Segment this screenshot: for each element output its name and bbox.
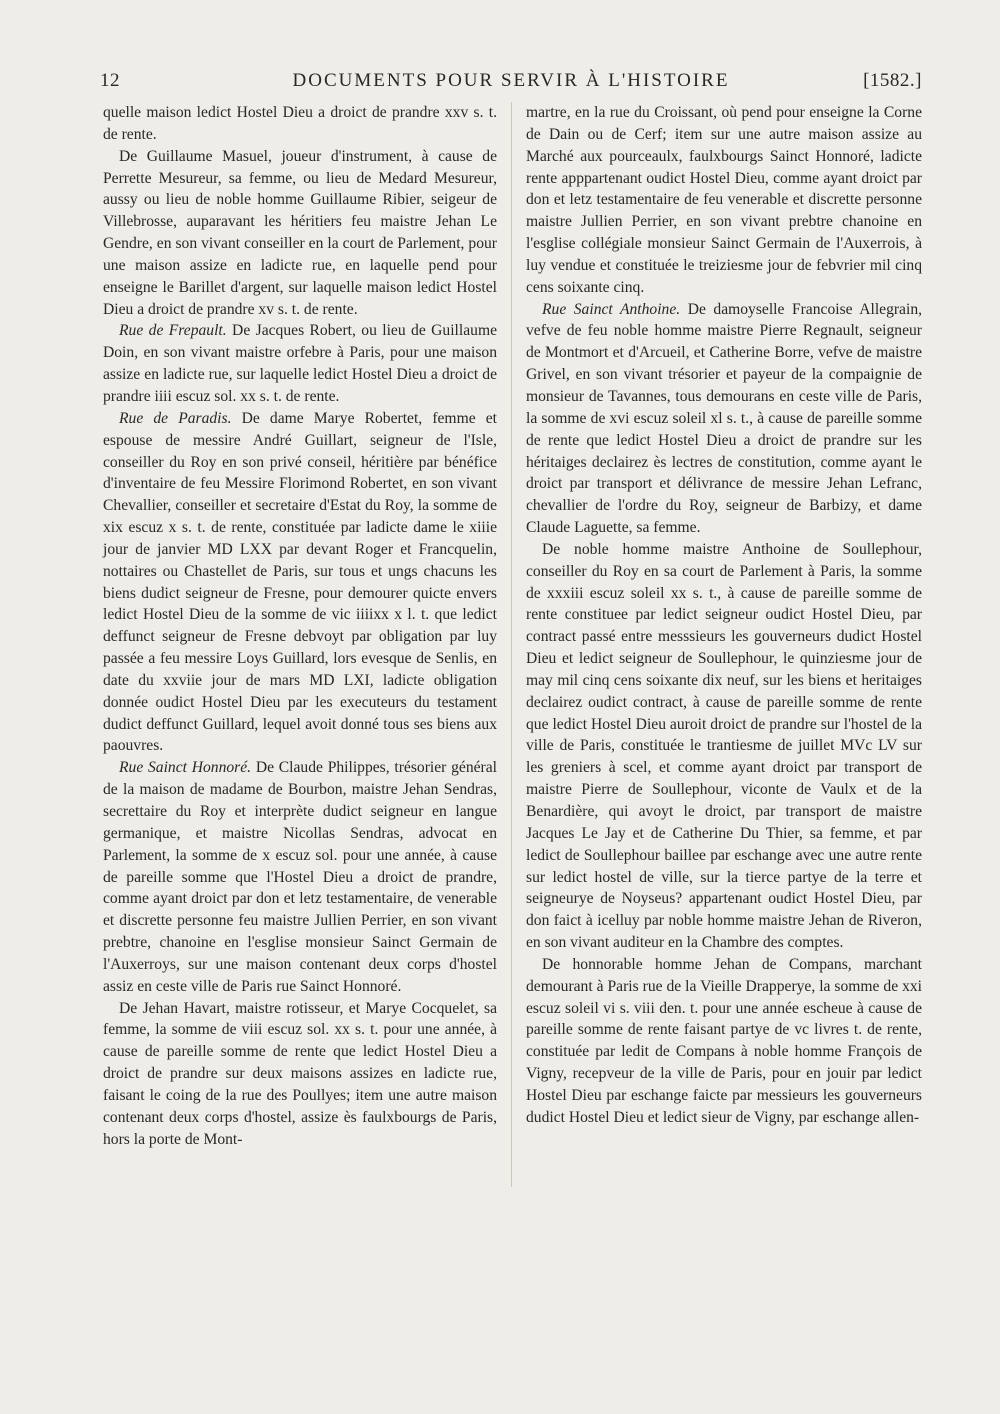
paragraph bbox=[103, 320, 497, 407]
paragraph bbox=[103, 998, 497, 1151]
paragraph bbox=[526, 539, 922, 954]
paragraph-text: De Guillaume Masuel, joueur d'instrument, à cause de Perrette Mesureur, sa femme, ou lieu de Medard Mesureur, aussy ou lieu de noble homme Guillaume Ribier, seigeur de Villebrosse, auparavant les héritiers feu maistre Jehan Le Gendre, en son vivant conseiller en la court de Parlement, pour une maison assize en ladicte rue, en laquelle pend pour enseigne le Barillet d'argent, sur laquelle maison ledict Hostel Dieu a droict de prandre xv s. t. de rente. bbox=[103, 147, 497, 318]
right-column bbox=[526, 102, 922, 1129]
paragraph bbox=[526, 954, 922, 1129]
paragraph bbox=[103, 408, 497, 758]
paragraph bbox=[103, 757, 497, 997]
paragraph bbox=[103, 102, 497, 146]
column-divider bbox=[511, 102, 512, 1187]
paragraph bbox=[526, 102, 922, 299]
page-number: 12 bbox=[100, 70, 120, 91]
paragraph-text: quelle maison ledict Hostel Dieu a droict de prandre xxv s. t. de rente. bbox=[103, 104, 497, 143]
paragraph bbox=[103, 146, 497, 321]
street-heading: Rue de Frepault. bbox=[119, 322, 227, 340]
paragraph bbox=[526, 299, 922, 539]
paragraph-text: De noble homme maistre Anthoine de Soullephour, conseiller du Roy en sa court de Parlement à Paris, la somme de xxxiii escuz soleil xx s. t., à cause de pareille somme de rente constituee par ledict seigneur oudict Hostel Dieu, par contract passé entre messsieurs les gouverneurs dudict Hostel Dieu et ledict seigneur de Soullephour, le quinziesme jour de may mil cinq cens soixante dix neuf, sur les biens et heritaiges declairez oudict contract, à cause de pareille somme de rente que ledict Hostel Dieu auroit droict de prandre sur l'hostel de la ville de Paris, constituée le trantiesme de juillet MVc LV sur les greniers à scel, et comme ayant droict par transport de maistre Pierre de Soullephour, viconte de Vaulx et de la Benardière, qui avoyt le droict, par transport de maistre Jacques Le Jay et de Catherine Du Thier, sa femme, et par ledict de Soullephour baillee par eschange avec une autre rente sur ledict hostel de ville, sur la tierce partye de la terre et seigneurye de Noyseus? appartenant oudict Hostel Dieu, par don faict à icelluy par noble homme maistre Jehan de Riveron, en son vivant auditeur en la Chambre des comptes. bbox=[526, 540, 922, 952]
left-column bbox=[103, 102, 497, 1151]
street-heading: Rue Sainct Anthoine. bbox=[542, 300, 681, 318]
paragraph-text: De Claude Philippes, trésorier général de la maison de madame de Bourbon, maistre Jehan Sendras, secrettaire du Roy et interprète dudict seigneur en langue germanique, et maistre Nicollas Sendras, advocat en Parlement, la somme de x escuz sol. pour une année, à cause de pareille somme que l'Hostel Dieu a droict de prandre, comme ayant droict par don et letz testamentaire, de venerable et discrette personne feu maistre Jullien Perrier, en son vivant prebtre, chanoine en l'esglise monsieur Sainct Germain de l'Auxerroys, sur une maison contenant deux corps d'hostel assiz en ceste ville de Paris rue Sainct Honnoré. bbox=[103, 759, 497, 995]
year-marker: [1582.] bbox=[863, 70, 922, 91]
paragraph-text: De damoyselle Francoise Allegrain, vefve de feu noble homme maistre Pierre Regnault, seigneur de Montmort et d'Arcueil, et Catherine Borre, vefve de maistre Grivel, en son vivant trésorier et payeur de la compaignie de monsieur de Tavannes, tous demourans en ceste ville de Paris, la somme de xvi escuz soleil xl s. t., à cause de pareille somme de rente que ledict Hostel Dieu a droict de prandre sur les héritaiges declairez ès lectres de constitution, comme ayant le droict par transport et délivrance de messire Jehan Lefranc, chevallier de l'ordre du Roy, seigneur de Barbizy, et dame Claude Laguette, sa femme. bbox=[526, 300, 923, 537]
street-heading: Rue de Paradis. bbox=[119, 409, 232, 427]
paragraph-text: De Jehan Havart, maistre rotisseur, et Marye Cocquelet, sa femme, la somme de viii escuz sol. xx s. t. pour une année, à cause de pareille somme de rente que ledict Hostel Dieu a droict de prandre sur deux maisons assizes en ladicte rue, faisant le coing de la rue des Poullyes; item une autre maison contenant deux corps d'hostel, assize ès faulxbourgs de Paris, hors la porte de Mont- bbox=[103, 999, 497, 1148]
paragraph-text: De honnorable homme Jehan de Compans, marchant demourant à Paris rue de la Vieille Drapperye, la somme de xxi escuz soleil vi s. viii den. t. pour une année escheue à cause de pareille somme de rente faisant partye de vc livres t. de rente, constituée par ledit de Compans à noble homme François de Vigny, recepveur de la ville de Paris, pour en jouir par ledict Hostel Dieu par eschange faicte par messieurs les gouverneurs dudict Hostel Dieu et ledict sieur de Vigny, par eschange allen- bbox=[526, 955, 922, 1126]
paragraph-text: De Jacques Robert, ou lieu de Guillaume Doin, en son vivant maistre orfebre à Paris, pour une maison assize en ladicte rue, sur laquelle ledict Hostel Dieu a droict de prandre iiii escuz sol. xx s. t. de rente. bbox=[103, 322, 497, 405]
paragraph-text: martre, en la rue du Croissant, où pend pour enseigne la Corne de Dain ou de Cerf; item sur une autre maison assize au Marché aux pourceaulx, faulxbourgs Sainct Honnoré, ladicte rente apppartenant oudict Hostel Dieu, comme ayant droict par don et letz testamentaire de feu venerable et discrette personne maistre Jullien Perrier, en son vivant prebtre chanoine en l'esglise collégiale monsieur Sainct Germain de l'Auxerrois, à luy vendue et constituée le treiziesme jour de febvrier mil cinq cens soixante cinq. bbox=[526, 104, 922, 296]
paragraph-text: De dame Marye Robertet, femme et espouse de messire André Guillart, seigneur de l'Isle, conseiller du Roy en son privé conseil, héritière par bénéfice d'inventaire de feu Messire Florimond Robertet, en son vivant Chevallier, conseiller et secretaire d'Estat du Roy, la somme de xix escuz x s. t. de rente, constituée par ladicte dame le xiiie jour de janvier MD LXX par devant Roger et Francquelin, nottaires ou Chastellet de Paris, sur tous et ungs chacuns les biens dudict seigneur de Fresne, pour demourer quicte envers ledict Hostel Dieu de la somme de vic iiiixx x l. t. que ledict deffunct seigneur de Fresne debvoyt par obligation par luy passée a feu messire Loys Guillard, lors evesque de Senlis, en date du xxviie jour de mars MD LXI, ladicte obligation donnée oudict Hostel Dieu par les executeurs du testament dudict deffunct Guillard, lequel avoit donné tous ses biens aux paouvres. bbox=[103, 409, 497, 755]
page-header bbox=[100, 70, 922, 96]
street-heading: Rue Sainct Honnoré. bbox=[119, 759, 252, 777]
running-title: DOCUMENTS POUR SERVIR À L'HISTOIRE bbox=[292, 70, 730, 91]
